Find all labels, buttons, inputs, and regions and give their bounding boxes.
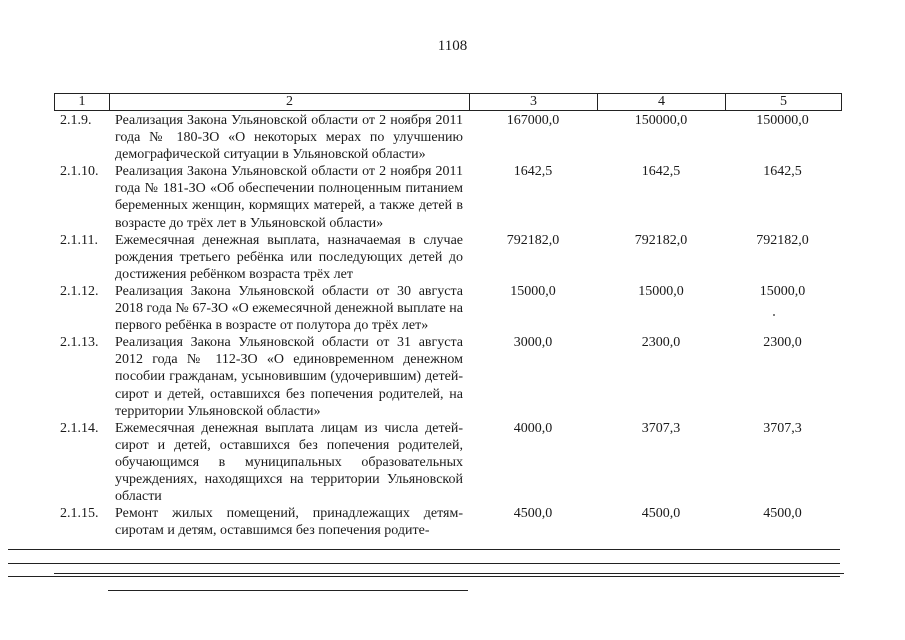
column-header-5: 5 (780, 94, 787, 109)
table-row (54, 505, 844, 539)
row-value-col5: 150000,0 (756, 113, 809, 128)
row-description: Реализация Закона Ульяновской области от 2 ноября 2011 года № 180-ЗО «О некоторых мерах по улучшению демографической ситуации в Ульяновской области» (115, 113, 463, 163)
row-description: Ежемесячная денежная выплата лицам из числа детей-сирот и детей, оставшихся без попечения родителей, обучающимся в муниципальных образовательных учреждениях, находящихся на территории Ульяновской области (115, 420, 463, 505)
row-value-col3: 4500,0 (513, 506, 553, 522)
row-value-col3: 1642,5 (513, 164, 553, 180)
table-row (54, 420, 844, 505)
row-value-col3: 3000,0 (513, 335, 553, 351)
row-number: 2.1.13. (60, 335, 99, 351)
row-value-col4: 2300,0 (641, 335, 681, 351)
row-value-col5: 1642,5 (763, 164, 802, 180)
table-header-row (54, 93, 842, 111)
table-row (54, 334, 844, 419)
row-description: Реализация Закона Ульяновской области от 31 августа 2012 года № 112-ЗО «О единовременном денежном пособии гражданам, усыновившим (удочерившим) детей-сирот и детей, оставшихся без попечения родителей, на территории Ульяновской области» (115, 335, 463, 419)
table-row (54, 163, 844, 231)
column-header-3: 3 (470, 94, 598, 110)
strike-line (54, 573, 844, 574)
row-value-col4: 4500,0 (641, 506, 681, 522)
row-number: 2.1.10. (60, 164, 99, 180)
page-number: 1108 (437, 38, 468, 54)
strike-line (108, 590, 468, 591)
row-number: 2.1.11. (60, 232, 98, 248)
row-value-col4: 150000,0 (634, 113, 688, 128)
row-value-col5: 3707,3 (763, 420, 802, 436)
strike-line (8, 549, 840, 550)
row-description: Ремонт жилых помещений, принадлежащих детям-сиротам и детям, оставшимся без попечения родите- (115, 506, 463, 539)
column-header-1: 1 (55, 94, 110, 110)
row-number: 2.1.12. (60, 283, 99, 299)
row-value-col3: 15000,0 (510, 283, 556, 299)
row-number: 2.1.15. (60, 506, 99, 522)
row-value-col4: 792182,0 (634, 232, 688, 248)
row-description: Реализация Закона Ульяновской области от 30 августа 2018 года № 67-ЗО «О ежемесячной денежной выплате на первого ребёнка в возрасте от полутора до трёх лет» (115, 283, 463, 334)
row-value-col3: 167000,0 (506, 113, 560, 128)
row-value-col3: 792182,0 (506, 232, 560, 248)
row-value-col4: 1642,5 (641, 164, 681, 180)
row-value-col5: 15000,0 (759, 283, 806, 299)
row-description: Реализация Закона Ульяновской области от 2 ноября 2011 года № 181-ЗО «Об обеспечении полноценным питанием беременных женщин, кормящих матерей, а также детей в возрасте до трёх лет в Ульяновской области» (115, 164, 463, 231)
row-value-col5: 792182,0 (756, 232, 809, 248)
row-number: 2.1.9. (60, 113, 92, 128)
strike-line (8, 576, 840, 577)
column-header-2: 2 (110, 94, 470, 110)
row-value-col4: 3707,3 (641, 420, 681, 436)
table-row (54, 232, 844, 283)
row-value-col4: 15000,0 (638, 283, 684, 299)
row-number: 2.1.14. (60, 420, 99, 436)
row-description: Ежемесячная денежная выплата, назначаемая в случае рождения третьего ребёнка или последующих детей до достижения ребёнком возраста трёх лет (115, 232, 463, 282)
row-value-col5: 4500,0 (763, 506, 802, 522)
row-value-col5: 2300,0 (763, 335, 802, 351)
table-row (54, 112, 844, 163)
column-header-4: 4 (598, 94, 726, 110)
scan-speck (773, 314, 775, 316)
row-value-col3: 4000,0 (513, 420, 553, 436)
table-body (54, 112, 844, 539)
strike-line (8, 563, 840, 564)
table-row (54, 283, 844, 334)
